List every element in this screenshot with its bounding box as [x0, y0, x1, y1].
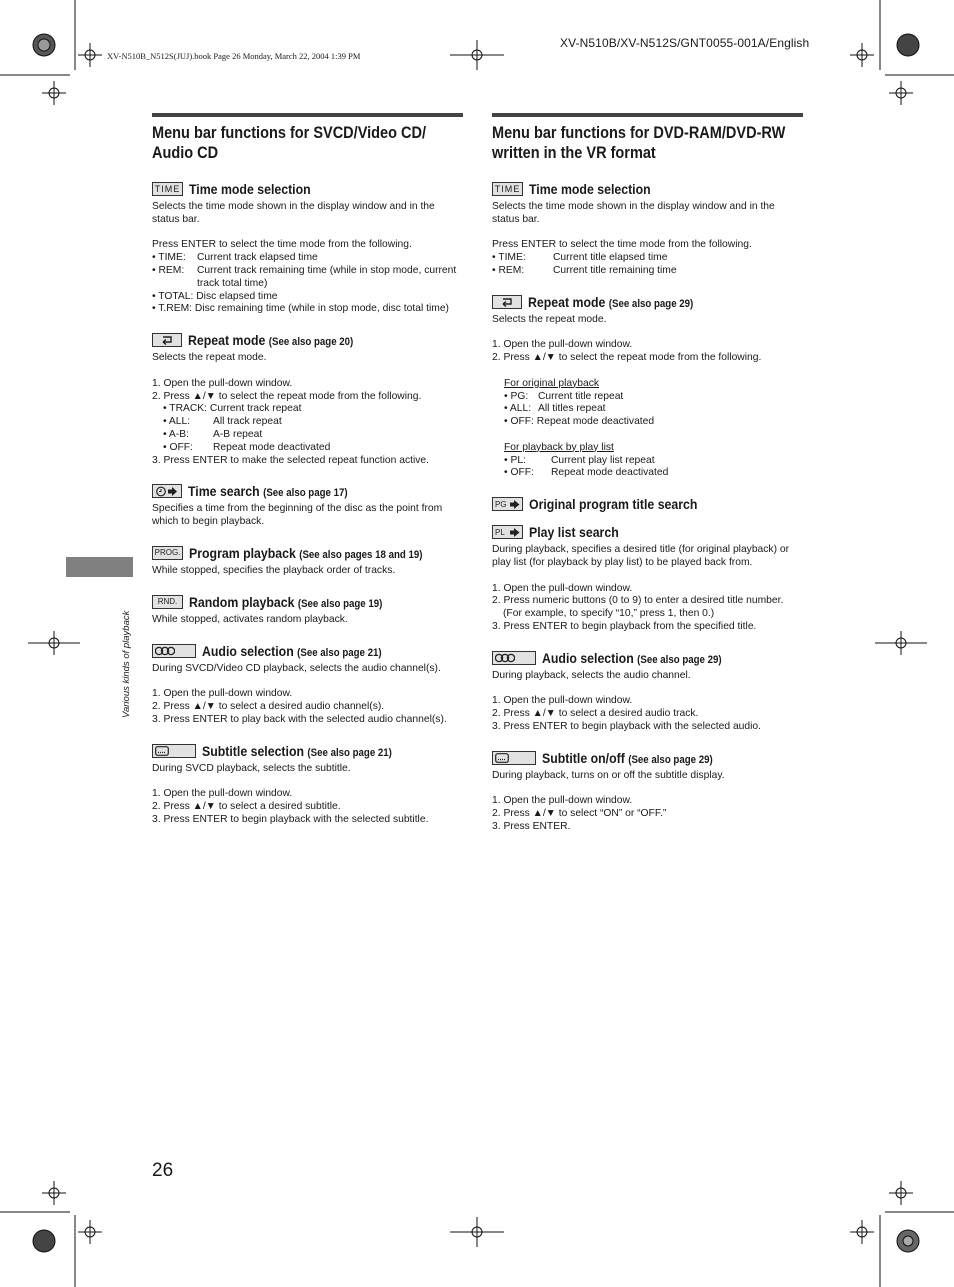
- option: [152, 416, 463, 429]
- pl-search-icon: PL: [492, 525, 523, 539]
- time-search-item: [152, 483, 463, 529]
- item-desc: Specifies a time from the beginning of the disc as the point from which to begin playback.: [152, 503, 443, 528]
- step: 3. Press ENTER to play back with the selected audio channel(s).: [152, 713, 447, 725]
- step: 3. Press ENTER to begin playback with the selected audio.: [492, 720, 762, 732]
- bullet: [152, 252, 463, 265]
- item-title: Time mode selection: [189, 181, 311, 197]
- item-title: Time search (See also page 17): [188, 483, 348, 500]
- bullet-value: Current track elapsed time: [197, 252, 318, 264]
- option-value: Current title repeat: [538, 390, 624, 402]
- subtitle-icon: [152, 744, 196, 758]
- subtitle-icon: [492, 751, 536, 765]
- option: [152, 429, 463, 442]
- bullet-key: • TIME:: [492, 252, 526, 264]
- repeat-icon: [152, 333, 182, 347]
- pg-search-icon: PG: [492, 497, 523, 511]
- step: 2. Press ▲/▼ to select a desired audio channel(s).: [152, 700, 385, 712]
- option: [492, 455, 803, 468]
- random-playback-item: [152, 594, 463, 627]
- item-desc: During playback, selects the audio channel.: [492, 669, 691, 681]
- item-desc: During SVCD/Video CD playback, selects the audio channel(s).: [152, 662, 441, 674]
- page-number: 26: [152, 1160, 174, 1181]
- bullet-value: Current title remaining time: [553, 264, 677, 276]
- step: 3. Press ENTER to begin playback with the selected subtitle.: [152, 813, 429, 825]
- bullet-key: • REM:: [152, 264, 185, 276]
- item-desc: During playback, turns on or off the subtitle display.: [492, 769, 725, 781]
- item-title: Play list search: [529, 524, 619, 541]
- subtitle-selection-item: [152, 743, 463, 827]
- item-desc: While stopped, specifies the playback order of tracks.: [152, 564, 396, 576]
- audio-selection-item: [152, 643, 463, 727]
- item-title: Repeat mode (See also page 29): [528, 293, 694, 310]
- see-also: (See also pages 18 and 19): [299, 548, 423, 561]
- repeat-mode-item: [492, 294, 803, 480]
- item-title: Subtitle selection (See also page 21): [202, 742, 392, 759]
- option-key: • A-B:: [163, 428, 189, 440]
- bullet: • T.REM: Disc remaining time (while in stop mode, disc total time): [152, 303, 449, 315]
- bullet: • TOTAL: Disc elapsed time: [152, 290, 278, 302]
- option-key: • OFF:: [504, 467, 534, 479]
- option-value: All track repeat: [213, 416, 282, 428]
- option: [492, 391, 803, 404]
- item-text: Press ENTER to select the time mode from the following.: [492, 239, 752, 251]
- step: 1. Open the pull-down window.: [152, 688, 293, 700]
- subheading: For playback by play list: [504, 441, 614, 453]
- file-info-header: XV-N510B_N512S(JUJ).book Page 26 Monday, March 22, 2004 1:39 PM: [107, 51, 361, 61]
- option-key: • PG:: [504, 390, 529, 402]
- step: 3. Press ENTER.: [492, 820, 571, 832]
- see-also: (See also page 17): [263, 487, 348, 500]
- section-title: Menu bar functions for SVCD/Video CD/ Audio CD: [152, 124, 427, 162]
- item-title: Repeat mode (See also page 20): [188, 332, 354, 349]
- audio-selection-item: [492, 650, 803, 734]
- bullet: [152, 265, 463, 291]
- step: 2. Press ▲/▼ to select the repeat mode from the following.: [492, 352, 762, 364]
- bullet: [492, 265, 803, 278]
- step-note: (For example, to specify “10,” press 1, then 0.): [503, 608, 715, 620]
- time-mode-item: [492, 181, 803, 278]
- item-title: Time mode selection: [529, 181, 651, 197]
- section-title: Menu bar functions for DVD-RAM/DVD-RW written in the VR format: [492, 124, 786, 162]
- step: 2. Press ▲/▼ to select the repeat mode from the following.: [152, 390, 422, 402]
- step: 1. Open the pull-down window.: [152, 788, 293, 800]
- step: 2. Press ▲/▼ to select “ON” or “OFF.”: [492, 808, 667, 820]
- time-mode-item: [152, 181, 463, 316]
- section-rule: [492, 113, 803, 117]
- step: 3. Press ENTER to begin playback from the specified title.: [492, 620, 757, 632]
- item-title: Random playback (See also page 19): [189, 593, 383, 610]
- option-value: A-B repeat: [213, 428, 263, 440]
- option: • TRACK: Current track repeat: [163, 403, 302, 415]
- item-title: Original program title search: [529, 496, 698, 513]
- step: 1. Open the pull-down window.: [492, 795, 633, 807]
- repeat-mode-item: [152, 332, 463, 467]
- option-value: All titles repeat: [538, 403, 606, 415]
- step: 1. Open the pull-down window.: [152, 377, 293, 389]
- step: 1. Open the pull-down window.: [492, 339, 633, 351]
- document-model-header: XV-N510B/XV-N512S/GNT0055-001A/English: [560, 36, 810, 50]
- sidebar-label: Various kinds of playback: [121, 610, 132, 718]
- subtitle-onoff-item: [492, 750, 803, 834]
- bullet-value: Current title elapsed time: [553, 252, 668, 264]
- step: 1. Open the pull-down window.: [492, 582, 633, 594]
- option: • OFF: Repeat mode deactivated: [504, 416, 655, 428]
- bullet: [492, 252, 803, 265]
- step: 2. Press ▲/▼ to select a desired audio track.: [492, 708, 699, 720]
- see-also: (See also page 21): [297, 646, 382, 659]
- subheading: For original playback: [504, 377, 600, 389]
- step: 2. Press numeric buttons (0 to 9) to enter a desired title number.: [492, 595, 784, 607]
- item-text: Press ENTER to select the time mode from the following.: [152, 239, 412, 251]
- see-also: (See also page 29): [637, 653, 722, 666]
- bullet-value: Current track remaining time (while in stop mode, current track total time): [197, 264, 457, 289]
- item-desc: Selects the time mode shown in the display window and in the status bar.: [492, 201, 775, 225]
- time-icon: TIME: [152, 182, 183, 196]
- see-also: (See also page 20): [268, 336, 354, 349]
- option-value: Current play list repeat: [551, 454, 655, 466]
- option-key: • ALL:: [163, 416, 191, 428]
- item-desc: During SVCD playback, selects the subtitle.: [152, 762, 351, 774]
- item-desc: While stopped, activates random playback.: [152, 613, 348, 625]
- see-also: (See also page 19): [297, 597, 383, 610]
- option: [492, 403, 803, 416]
- left-column: [152, 113, 463, 827]
- option: [152, 442, 463, 455]
- audio-icon: [152, 644, 196, 658]
- see-also: (See also page 29): [628, 753, 713, 766]
- audio-icon: [492, 651, 536, 665]
- option-value: Repeat mode deactivated: [551, 467, 669, 479]
- sidebar-tab: [66, 557, 133, 577]
- rnd-icon: RND.: [152, 595, 183, 609]
- clock-arrow-icon: [152, 484, 182, 498]
- item-desc: Selects the time mode shown in the display window and in the status bar.: [152, 201, 435, 225]
- option: [492, 467, 803, 480]
- item-desc: Selects the repeat mode.: [152, 352, 267, 364]
- item-title: Audio selection (See also page 29): [542, 649, 722, 666]
- item-title: Audio selection (See also page 21): [202, 642, 382, 659]
- item-title: Subtitle on/off (See also page 29): [542, 749, 713, 766]
- right-column: [492, 113, 803, 834]
- program-playback-item: [152, 545, 463, 578]
- step: 3. Press ENTER to make the selected repeat function active.: [152, 454, 430, 466]
- repeat-icon: [492, 295, 522, 309]
- title-search-item: [492, 496, 803, 634]
- time-icon: TIME: [492, 182, 523, 196]
- step: 2. Press ▲/▼ to select a desired subtitle.: [152, 800, 341, 812]
- see-also: (See also page 29): [608, 297, 694, 310]
- option-key: • OFF:: [163, 441, 193, 453]
- option-key: • ALL:: [504, 403, 532, 415]
- item-desc: Selects the repeat mode.: [492, 313, 607, 325]
- option-key: • PL:: [504, 454, 526, 466]
- see-also: (See also page 21): [307, 746, 392, 759]
- step: 1. Open the pull-down window.: [492, 695, 633, 707]
- section-rule: [152, 113, 463, 117]
- item-desc: During playback, specifies a desired title (for original playback) or play list (for playback by play list) to be played back from.: [492, 544, 790, 568]
- prog-icon: PROG.: [152, 546, 183, 560]
- bullet-key: • REM:: [492, 264, 525, 276]
- option-value: Repeat mode deactivated: [213, 441, 331, 453]
- bullet-key: • TIME:: [152, 252, 186, 264]
- item-title: Program playback (See also pages 18 and 19): [189, 544, 423, 561]
